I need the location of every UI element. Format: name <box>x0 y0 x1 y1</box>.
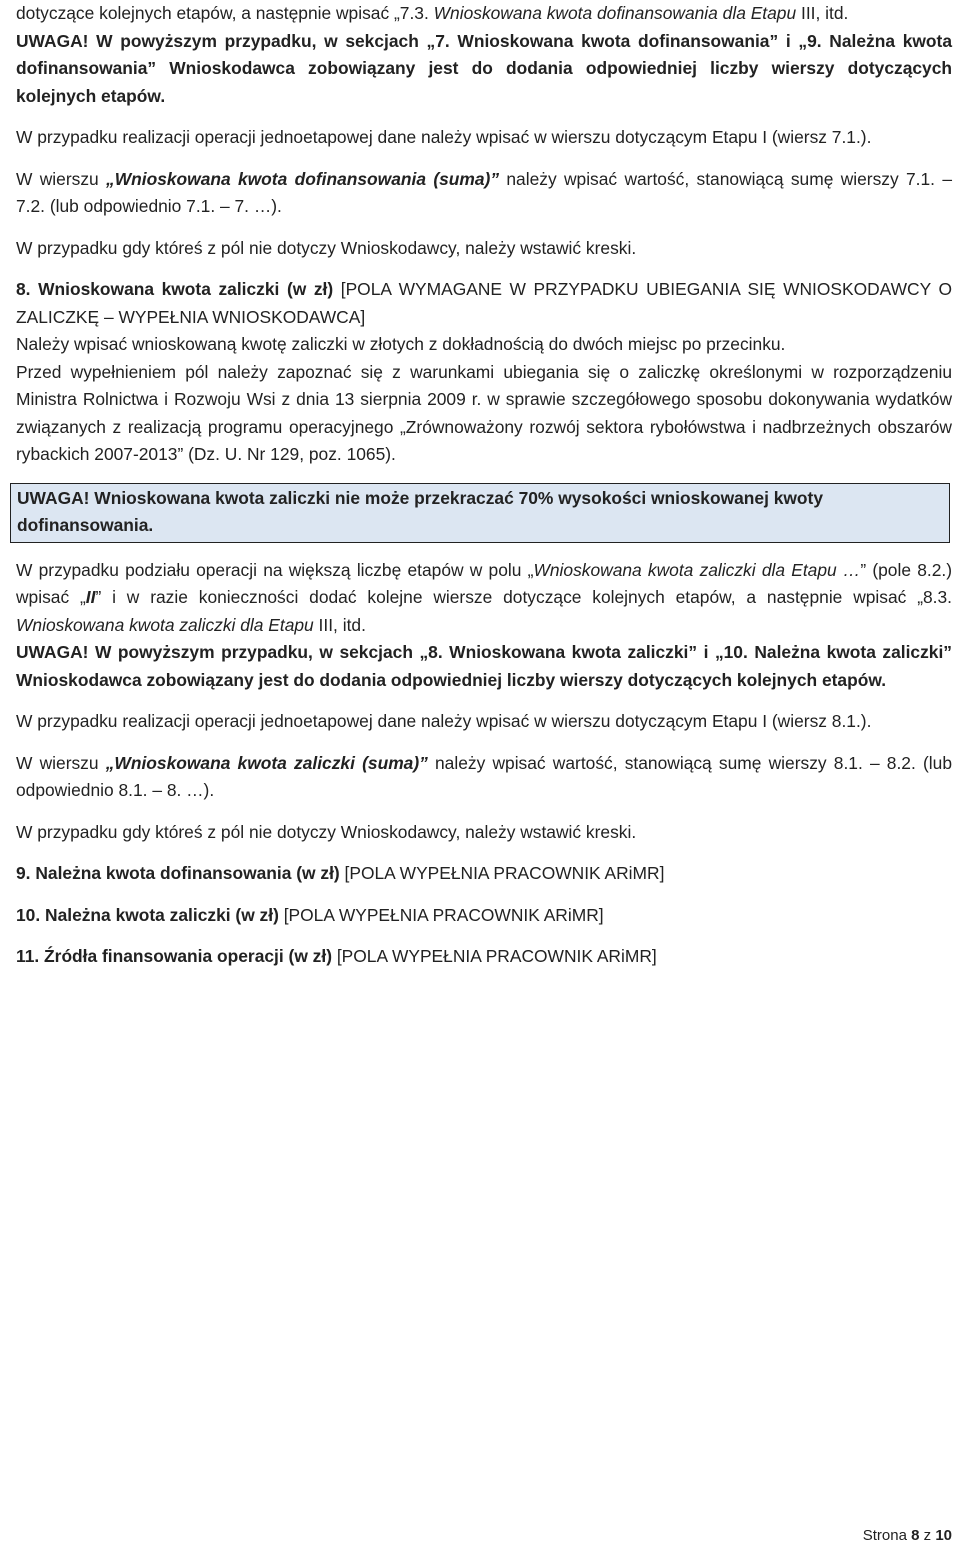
footer-label: Strona <box>862 1527 912 1544</box>
paragraph-single-stage-8: W przypadku realizacji operacji jednoetapowej dane należy wpisać w wierszu dotyczącym Etapu I (wiersz 8.1.). <box>16 711 872 731</box>
warning-paragraph-8: UWAGA! W powyższym przypadku, w sekcjach „8. Wnioskowana kwota zaliczki” i „10. Należna kwota zaliczki” Wnioskodawca zobowiązany jest do dodania odpowiedniej liczby wierszy dotyczących kolejnych etapów. <box>16 642 952 690</box>
section-tag: [POLA WYPEŁNIA PRACOWNIK ARiMR] <box>339 863 665 883</box>
section-8-paragraph-1: Należy wpisać wnioskowaną kwotę zaliczki w złotych z dokładnością do dwóch miejsc po przecinku. <box>16 334 786 354</box>
text: III, itd. <box>801 3 849 23</box>
paragraph-sum-row-8 <box>16 750 952 805</box>
section-tag: [POLA WYPEŁNIA PRACOWNIK ARiMR] <box>278 904 604 925</box>
text: należy wpisać wartość, stanowiącą sumę wierszy 8.1. – 8.2. (lub odpowiednio 8.1. – 8. …). <box>16 752 952 800</box>
section-title: 9. Należna kwota dofinansowania (w zł) <box>16 863 340 883</box>
warning-paragraph-7: UWAGA! W powyższym przypadku, w sekcjach „7. Wnioskowana kwota dofinansowania” i „9. Należna kwota dofinansowania” Wnioskodawca zobowiązany jest do dodania odpowiedniej liczby wierszy dotyczących kolejnych etapów. <box>16 30 952 106</box>
section-9-heading <box>16 860 952 888</box>
section-title: 10. Należna kwota zaliczki (w zł) <box>16 904 279 925</box>
page-total: 10 <box>935 1527 952 1544</box>
text: dotyczące kolejnych etapów, a następnie wpisać „7.3. <box>16 3 434 23</box>
text: należy wpisać wartość, stanowiącą sumę wierszy 7.1. – 7.2. (lub odpowiednio 7.1. – 7. …). <box>16 168 952 216</box>
text: ” (pole 8.2.) wpisać „ <box>16 559 953 607</box>
text: W wierszu <box>16 752 106 773</box>
text: ” i w razie konieczności dodać kolejne wiersze dotyczące kolejnych etapów, a następnie wpisać „8.3. <box>95 587 952 607</box>
paragraph-etapy-8 <box>16 557 952 640</box>
text-italic: Wnioskowana kwota zaliczki dla Etapu <box>16 614 319 635</box>
text-italic: Wnioskowana kwota dofinansowania dla Etapu <box>433 3 801 23</box>
paragraph-dashes-8: W przypadku gdy któreś z pól nie dotyczy Wnioskodawcy, należy wstawić kreski. <box>16 821 637 842</box>
section-8-paragraph-2: Przed wypełnieniem pól należy zapoznać się z warunkami ubiegania się o zaliczkę określonymi w rozporządzeniu Ministra Rolnictwa i Rozwoju Wsi z dnia 13 sierpnia 2009 r. w sprawie szczegółowego sposobu dokonywania wydatków związanych z realizacją programu operacyjnego „Zrównoważony rozwój sektora rybołówstwa i nadbrzeżnych obszarów rybackich 2007-2013” (Dz. U. Nr 129, poz. 1065). <box>16 361 952 464</box>
page-footer <box>863 1527 952 1544</box>
text: W przypadku podziału operacji na większą liczbę etapów w polu „ <box>16 559 534 580</box>
paragraph-etapy-7 <box>16 0 952 28</box>
section-8-heading <box>16 276 952 331</box>
section-title: 11. Źródła finansowania operacji (w zł) <box>16 946 333 966</box>
section-10-heading <box>16 902 952 930</box>
section-title: 8. Wnioskowana kwota zaliczki (w zł) <box>16 279 334 299</box>
document-page <box>16 0 952 971</box>
section-tag: [POLA WYPEŁNIA PRACOWNIK ARiMR] <box>332 946 657 966</box>
section-tag: [POLA WYMAGANE W PRZYPADKU UBIEGANIA SIĘ WNIOSKODAWCY O ZALICZKĘ – WYPEŁNIA WNIOSKODAWCA] <box>16 279 953 327</box>
page-number: 8 <box>911 1527 920 1544</box>
text-bold-italic: „Wnioskowana kwota dofinansowania (suma)” <box>106 168 500 189</box>
footer-separator: z <box>919 1527 936 1544</box>
warning-note-box: UWAGA! Wnioskowana kwota zaliczki nie może przekraczać 70% wysokości wnioskowanej kwoty dofinansowania. <box>10 483 950 543</box>
text-italic: Wnioskowana kwota zaliczki dla Etapu … <box>533 559 861 580</box>
paragraph-single-stage-7: W przypadku realizacji operacji jednoetapowej dane należy wpisać w wierszu dotyczącym Etapu I (wiersz 7.1.). <box>16 127 872 147</box>
paragraph-sum-row-7 <box>16 166 952 221</box>
text-bold-italic: „Wnioskowana kwota zaliczki (suma)” <box>105 752 428 773</box>
text: III, itd. <box>318 614 366 635</box>
text-bold-italic: II <box>85 587 96 607</box>
section-11-heading <box>16 943 952 971</box>
text: W wierszu <box>16 168 107 189</box>
paragraph-dashes-7: W przypadku gdy któreś z pól nie dotyczy Wnioskodawcy, należy wstawić kreski. <box>16 237 637 258</box>
